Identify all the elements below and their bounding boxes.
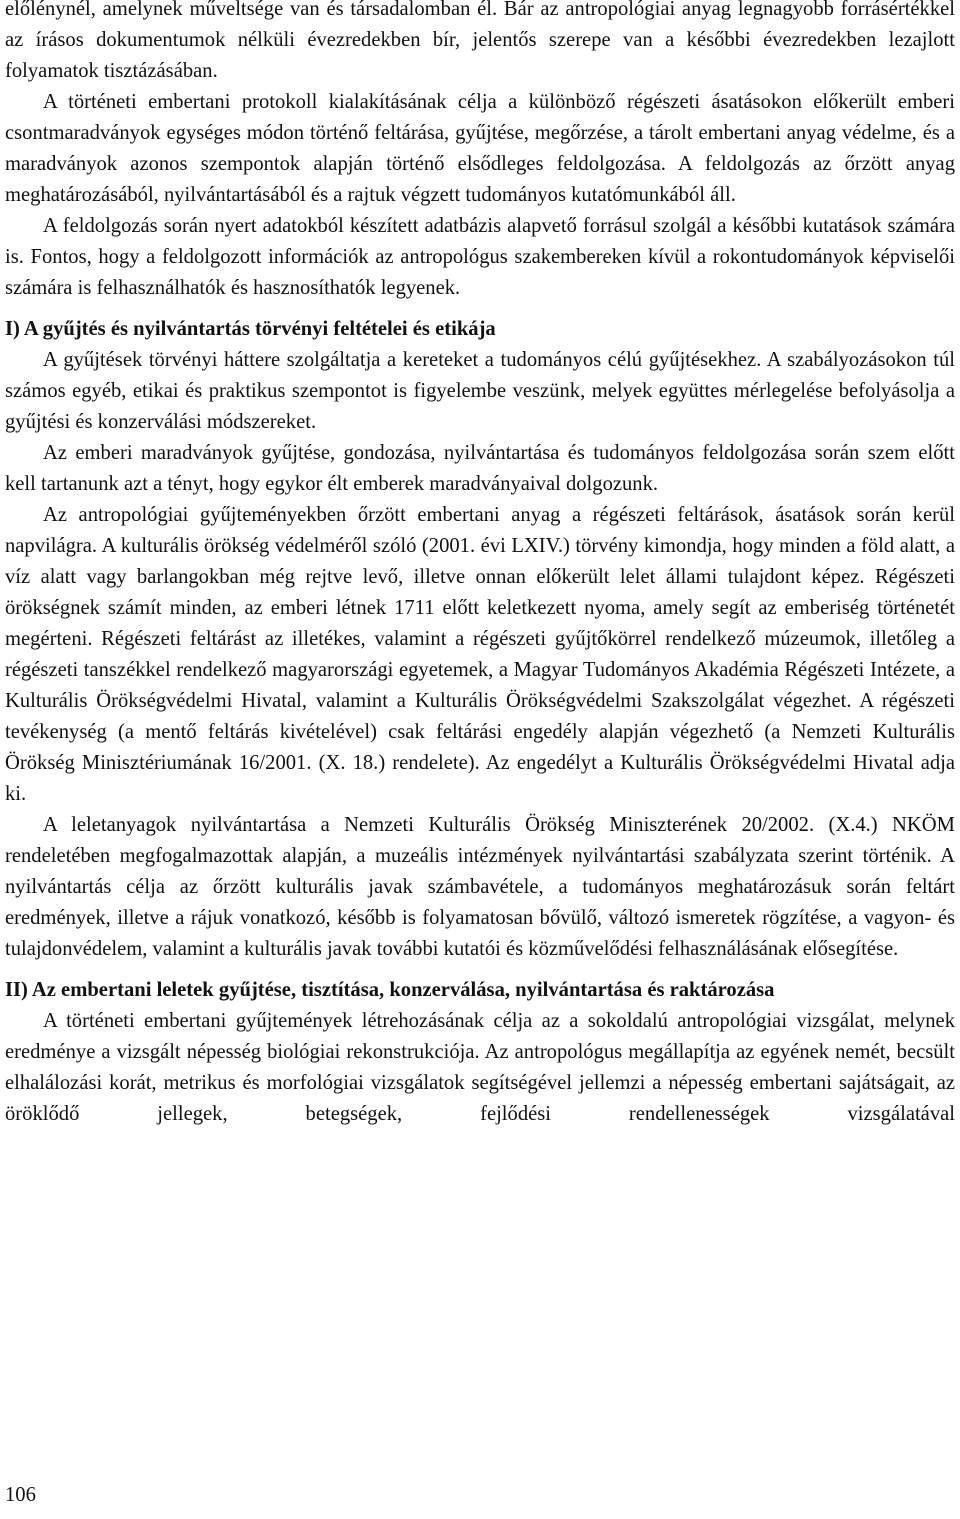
paragraph-collections-goal: A történeti embertani gyűjtemények létrehozásának célja az a sokoldalú antropológiai vizsgálat, melynek eredménye a vizsgált népesség biológiai rekonstrukciója. Az antropológus megállapítja az egyének nemét, becsült elhalálozási korát, metrikus és morfológiai vizsgálatok segítségével jellemzi a népesség embertani sajátságait, az öröklődő jellegek, betegségek, fejlődési rendellenességek vizsgálatával: [5, 1010, 955, 1125]
paragraph-legal-background: A gyűjtések törvényi háttere szolgáltatja a kereteket a tudományos célú gyűjtésekhez. A szabályozásokon túl számos egyéb, etikai és praktikus szempontot is figyelembe veszünk, melyek együttes mérlegelése befolyásolja a gyűjtési és konzerválási módszereket.: [5, 349, 955, 433]
paragraph-registration: A leletanyagok nyilvántartása a Nemzeti Kulturális Örökség Miniszterének 20/2002. (X.4.) NKÖM rendeletében megfogalmazottak alapján, a muzeális intézmények nyilvántartási szabályzata szerint történik. A nyilvántartás célja az őrzött kulturális javak számbavétele, a tudományos meghatározásuk során feltárt eredmények, illetve a rájuk vonatkozó, később is folyamatosan bővülő, változó ismeretek rögzítése, a vagyon- és tulajdonvédelem, valamint a kulturális javak további kutatói és közművelődési felhasználásának elősegítése.: [5, 814, 955, 960]
paragraph-ethics: Az emberi maradványok gyűjtése, gondozása, nyilvántartása és tudományos feldolgozása során szem előtt kell tartanunk azt a tényt, hogy egykor élt emberek maradványaival dolgozunk.: [5, 442, 955, 495]
document-page: [5, 0, 955, 1130]
page-number: 106: [5, 1484, 36, 1506]
paragraph-protocol-goal: A történeti embertani protokoll kialakításának célja a különböző régészeti ásatásokon előkerült emberi csontmaradványok egységes módon történő feltárása, gyűjtése, megőrzése, a tárolt embertani anyag védelme, és a maradványok azonos szempontok alapján történő elsődleges feldolgozása. A feldolgozás az őrzött anyag meghatározásából, nyilvántartásából és a rajtuk végzett tudományos kutatómunkából áll.: [5, 91, 955, 206]
section-heading-1: I) A gyűjtés és nyilvántartás törvényi feltételei és etikája: [5, 318, 496, 340]
paragraph-intro-continuation: előlénynél, amelynek műveltsége van és társadalomban él. Bár az antropológiai anyag legnagyobb forrásértékkel az írásos dokumentumok nélküli évezredekben bír, jelentős szerepe van a későbbi évezredekben lezajlott folyamatok tisztázásában.: [5, 0, 955, 82]
section-heading-2: II) Az embertani leletek gyűjtése, tisztítása, konzerválása, nyilvántartása és raktározása: [5, 979, 775, 1001]
paragraph-database: A feldolgozás során nyert adatokból készített adatbázis alapvető forrásul szolgál a későbbi kutatások számára is. Fontos, hogy a feldolgozott információk az antropológus szakembereken kívül a rokontudományok képviselői számára is felhasználhatók és hasznosíthatók legyenek.: [5, 215, 955, 299]
paragraph-heritage-law: Az antropológiai gyűjteményekben őrzött embertani anyag a régészeti feltárások, ásatások során kerül napvilágra. A kulturális örökség védelméről szóló (2001. évi LXIV.) törvény kimondja, hogy minden a föld alatt, a víz alatt vagy barlangokban még rejtve levő, illetve onnan előkerült lelet állami tulajdont képez. Régészeti örökségnek számít minden, az emberi létnek 1711 előtt keletkezett nyoma, amely segít az emberiség történetét megérteni. Régészeti feltárást az illetékes, valamint a régészeti gyűjtőkörrel rendelkező múzeumok, illetőleg a régészeti tanszékkel rendelkező magyarországi egyetemek, a Magyar Tudományos Akadémia Régészeti Intézete, a Kulturális Örökségvédelmi Hivatal, valamint a Kulturális Örökségvédelmi Szakszolgálat végezhet. A régészeti tevékenység (a mentő feltárás kivételével) csak feltárási engedély alapján végezhető (a Nemzeti Kulturális Örökség Minisztériumának 16/2001. (X. 18.) rendelete). Az engedélyt a Kulturális Örökségvédelmi Hivatal adja ki.: [5, 504, 955, 805]
